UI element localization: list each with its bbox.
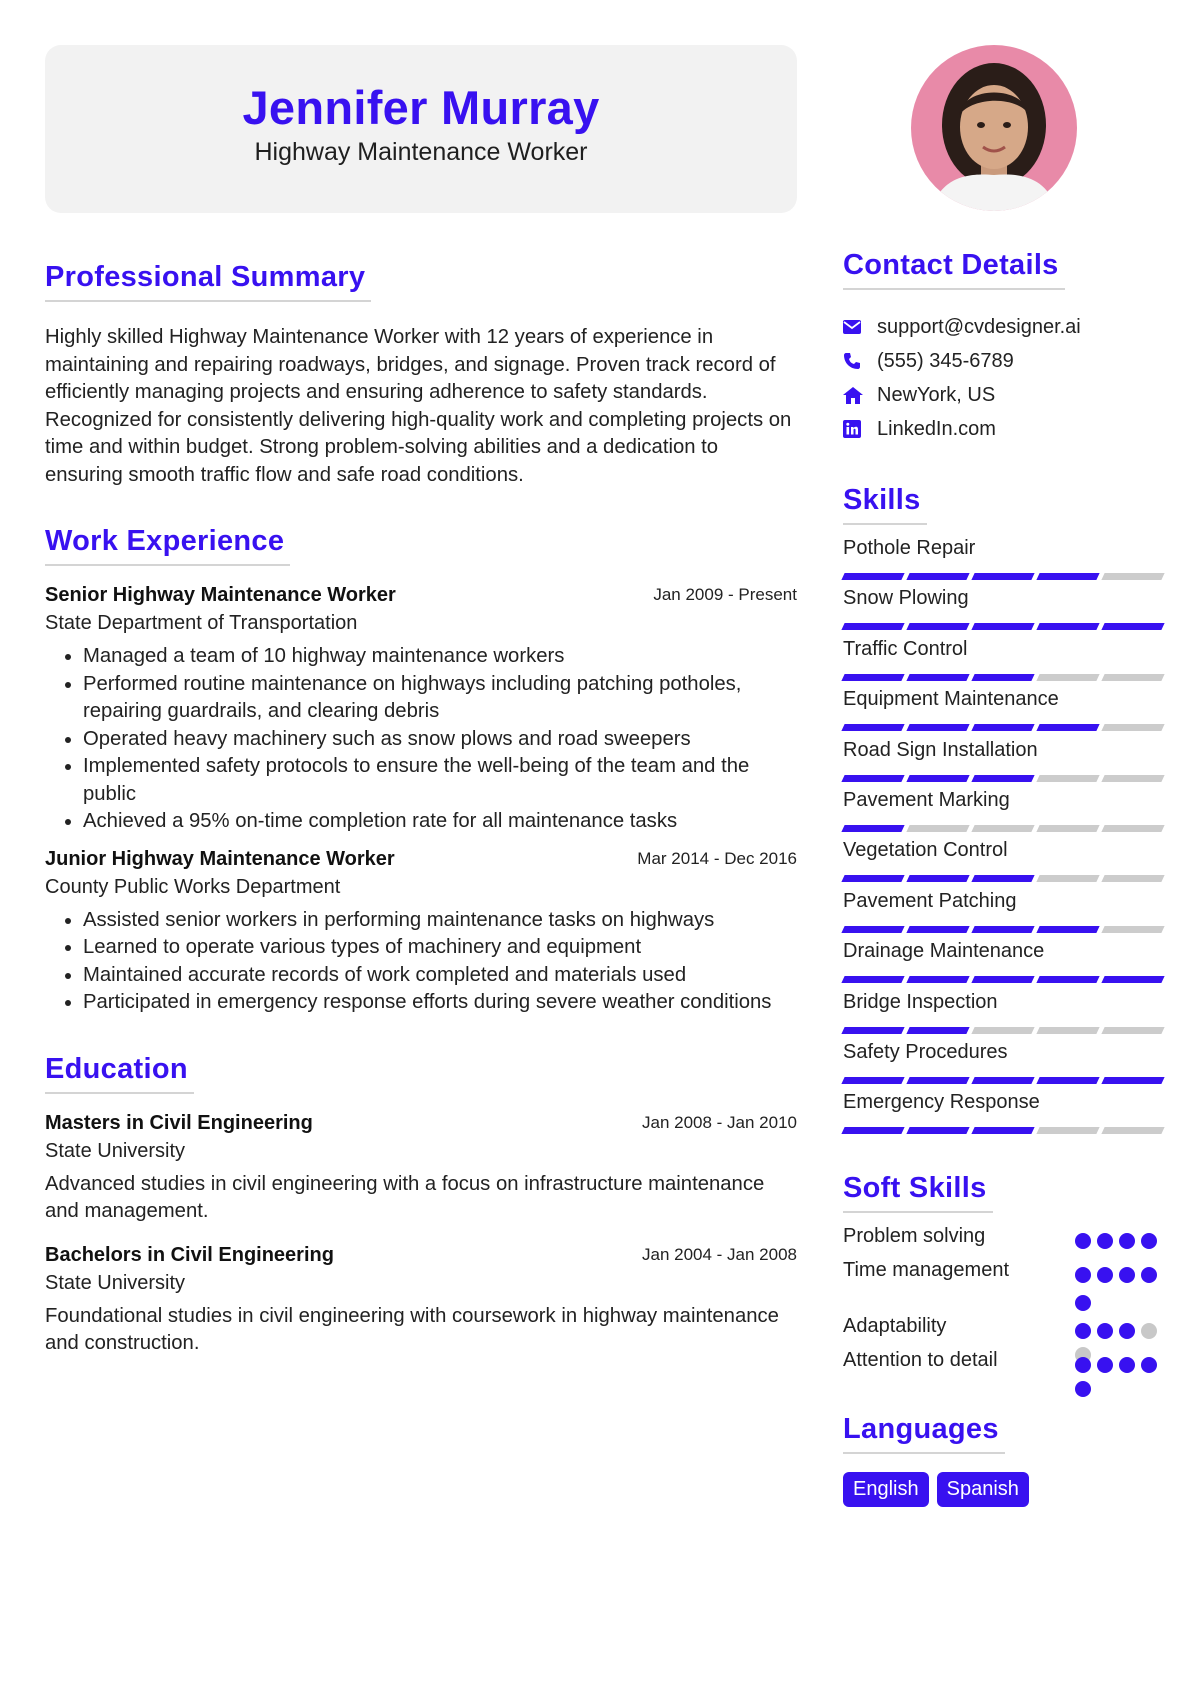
list-item: • Managed a team of 10 highway maintenance workers xyxy=(83,643,797,671)
envelope-icon xyxy=(843,320,877,334)
language-tag: Spanish xyxy=(937,1472,1029,1507)
rating-dot xyxy=(1075,1323,1091,1339)
skill-name: Pavement Marking xyxy=(843,788,1010,811)
list-item: • Implemented safety protocols to ensure the well-being of the team and the public xyxy=(83,753,797,808)
list-item: • Operated heavy machinery such as snow plows and road sweepers xyxy=(83,726,797,754)
skill-rating xyxy=(843,1127,1165,1134)
rating-bar xyxy=(841,1127,904,1134)
skill-name: Drainage Maintenance xyxy=(843,940,1045,963)
rating-dot xyxy=(1141,1233,1157,1249)
rating-bar xyxy=(1101,926,1164,933)
main-column xyxy=(45,45,797,1358)
education-description: Advanced studies in civil engineering with a focus on infrastructure maintenance and management. xyxy=(45,1172,765,1222)
skill-rating xyxy=(843,775,1165,782)
contact-location xyxy=(843,378,1165,412)
skill-rating xyxy=(843,623,1165,630)
rating-dot xyxy=(1141,1357,1157,1373)
contact-section xyxy=(843,249,1165,446)
skill-rating xyxy=(843,674,1165,681)
rating-bar xyxy=(906,926,969,933)
experience-heading: Work Experience xyxy=(45,525,290,566)
rating-bar xyxy=(971,976,1034,983)
linkedin-icon xyxy=(843,420,877,438)
job-organization: State Department of Transportation xyxy=(45,612,358,634)
soft-skills-heading: Soft Skills xyxy=(843,1172,993,1213)
candidate-name: Jennifer Murray xyxy=(242,81,600,134)
rating-bar xyxy=(841,623,904,630)
contact-heading: Contact Details xyxy=(843,249,1065,290)
rating-bar xyxy=(1101,825,1164,832)
skills-heading: Skills xyxy=(843,484,927,525)
skill-item xyxy=(843,583,1165,633)
rating-dot xyxy=(1119,1233,1135,1249)
contact-email[interactable] xyxy=(843,310,1165,344)
rating-bar xyxy=(971,875,1034,882)
rating-bar xyxy=(1036,775,1099,782)
skill-item xyxy=(843,533,1165,583)
rating-bar xyxy=(841,976,904,983)
summary-heading: Professional Summary xyxy=(45,261,371,302)
job-bullets xyxy=(45,907,797,1017)
school-name: State University xyxy=(45,1271,186,1294)
languages-list xyxy=(843,1472,1165,1507)
rating-dot xyxy=(1097,1267,1113,1283)
rating-dot xyxy=(1141,1267,1157,1283)
rating-bar xyxy=(971,674,1034,681)
rating-bar xyxy=(1101,976,1164,983)
rating-bar xyxy=(906,1127,969,1134)
skill-rating xyxy=(843,926,1165,933)
skill-item xyxy=(843,684,1165,734)
skill-rating xyxy=(843,825,1165,832)
education-section xyxy=(45,1053,797,1358)
contact-linkedin[interactable] xyxy=(843,412,1165,446)
header xyxy=(45,45,797,213)
summary-text: Highly skilled Highway Maintenance Worker with 12 years of experience in maintaining and repairing roadways, bridges, and signage. Proven track record of efficiently managing projects and ensuring adherence to safety standards. Recognized for consistently delivering high-quality work and completing projects on time and within budget. Strong problem-solving abilities and a dedication to ensuring smooth traffic flow and safe road conditions. xyxy=(45,326,792,486)
rating-bar xyxy=(1036,1077,1099,1084)
skill-item xyxy=(843,987,1165,1037)
rating-dot xyxy=(1075,1267,1091,1283)
education-heading: Education xyxy=(45,1053,194,1094)
rating-bar xyxy=(1036,976,1099,983)
rating-bar xyxy=(1101,573,1164,580)
soft-skill-rating xyxy=(1075,1349,1165,1389)
rating-bar xyxy=(906,573,969,580)
skill-item xyxy=(843,835,1165,885)
rating-bar xyxy=(841,875,904,882)
soft-skill-item xyxy=(843,1349,1165,1389)
skill-name: Emergency Response xyxy=(843,1091,1040,1114)
rating-bar xyxy=(1036,573,1099,580)
languages-section xyxy=(843,1413,1165,1507)
rating-bar xyxy=(906,825,969,832)
rating-bar xyxy=(971,825,1034,832)
languages-heading: Languages xyxy=(843,1413,1005,1454)
soft-skill-name: Time management xyxy=(843,1258,1009,1281)
skill-item xyxy=(843,886,1165,936)
rating-bar xyxy=(1101,1027,1164,1034)
soft-skill-name: Adaptability xyxy=(843,1314,947,1337)
rating-bar xyxy=(1101,875,1164,882)
phone-icon xyxy=(843,352,877,370)
skill-name: Safety Procedures xyxy=(843,1040,1008,1063)
soft-skill-item xyxy=(843,1225,1165,1259)
rating-dot xyxy=(1075,1381,1091,1397)
rating-dot xyxy=(1119,1267,1135,1283)
skill-name: Pothole Repair xyxy=(843,537,976,559)
skill-name: Traffic Control xyxy=(843,637,968,660)
job-entry xyxy=(45,584,797,836)
job-dates: Mar 2014 - Dec 2016 xyxy=(637,848,797,868)
rating-bar xyxy=(906,674,969,681)
rating-bar xyxy=(1101,1077,1164,1084)
skill-name: Snow Plowing xyxy=(843,587,969,610)
list-item: • Assisted senior workers in performing maintenance tasks on highways xyxy=(83,907,797,935)
rating-bar xyxy=(1036,623,1099,630)
candidate-title: Highway Maintenance Worker xyxy=(254,138,588,167)
soft-skills-list xyxy=(843,1225,1165,1389)
rating-dot xyxy=(1097,1233,1113,1249)
language-tag: English xyxy=(843,1472,929,1507)
soft-skill-item xyxy=(843,1315,1165,1349)
skill-name: Equipment Maintenance xyxy=(843,688,1059,711)
rating-dot xyxy=(1097,1323,1113,1339)
avatar xyxy=(911,45,1077,211)
experience-section xyxy=(45,525,797,1017)
rating-bar xyxy=(841,1077,904,1084)
job-title: Junior Highway Maintenance Worker xyxy=(45,847,395,870)
rating-bar xyxy=(906,1027,969,1034)
rating-bar xyxy=(906,724,969,731)
education-entry xyxy=(45,1244,797,1358)
rating-bar xyxy=(1036,1027,1099,1034)
rating-bar xyxy=(971,926,1034,933)
skills-list xyxy=(843,533,1165,1138)
rating-dot xyxy=(1075,1357,1091,1373)
rating-bar xyxy=(841,926,904,933)
rating-bar xyxy=(841,724,904,731)
rating-bar xyxy=(1036,1127,1099,1134)
sidebar xyxy=(843,45,1165,1507)
rating-bar xyxy=(1036,674,1099,681)
skill-item xyxy=(843,735,1165,785)
job-title: Senior Highway Maintenance Worker xyxy=(45,584,396,606)
education-dates: Jan 2008 - Jan 2010 xyxy=(641,1112,797,1132)
rating-bar xyxy=(906,775,969,782)
rating-bar xyxy=(841,775,904,782)
rating-bar xyxy=(971,775,1034,782)
skill-name: Pavement Patching xyxy=(843,889,1017,912)
rating-bar xyxy=(906,976,969,983)
soft-skill-name: Attention to detail xyxy=(843,1348,998,1371)
job-entry xyxy=(45,848,797,1017)
rating-dot xyxy=(1075,1295,1091,1311)
rating-bar xyxy=(1101,775,1164,782)
rating-dot xyxy=(1075,1233,1091,1249)
rating-dot xyxy=(1141,1323,1157,1339)
education-entry xyxy=(45,1112,797,1226)
soft-skill-rating xyxy=(1075,1225,1165,1259)
soft-skill-rating xyxy=(1075,1259,1165,1315)
skill-rating xyxy=(843,573,1165,580)
skill-name: Bridge Inspection xyxy=(843,990,998,1013)
rating-bar xyxy=(841,825,904,832)
list-item: • Performed routine maintenance on highways including patching potholes, repairing guardrails, and clearing debris xyxy=(83,671,797,726)
rating-bar xyxy=(1036,825,1099,832)
rating-bar xyxy=(971,1127,1034,1134)
contact-phone[interactable] xyxy=(843,344,1165,378)
skill-item xyxy=(843,936,1165,986)
skill-rating xyxy=(843,875,1165,882)
job-organization: County Public Works Department xyxy=(45,875,341,898)
linkedin-text: LinkedIn.com xyxy=(877,417,996,440)
job-bullets xyxy=(45,643,797,836)
list-item: • Achieved a 95% on-time completion rate for all maintenance tasks xyxy=(83,808,797,836)
rating-bar xyxy=(841,573,904,580)
rating-bar xyxy=(906,623,969,630)
home-icon xyxy=(843,387,877,404)
soft-skill-item xyxy=(843,1259,1165,1315)
summary-section xyxy=(45,261,797,489)
rating-bar xyxy=(906,1077,969,1084)
list-item: • Participated in emergency response efforts during severe weather conditions xyxy=(83,989,797,1017)
email-text: support@cvdesigner.ai xyxy=(877,315,1081,338)
rating-bar xyxy=(971,623,1034,630)
rating-bar xyxy=(1036,926,1099,933)
rating-bar xyxy=(841,1027,904,1034)
soft-skills-section xyxy=(843,1172,1165,1389)
rating-dot xyxy=(1097,1357,1113,1373)
job-dates: Jan 2009 - Present xyxy=(653,585,797,604)
skill-rating xyxy=(843,724,1165,731)
skills-section xyxy=(843,484,1165,1138)
skill-name: Road Sign Installation xyxy=(843,738,1038,761)
soft-skill-name: Problem solving xyxy=(843,1224,986,1247)
skill-item xyxy=(843,634,1165,684)
rating-bar xyxy=(1101,724,1164,731)
skill-rating xyxy=(843,1077,1165,1084)
degree-title: Bachelors in Civil Engineering xyxy=(45,1243,334,1266)
rating-bar xyxy=(1101,623,1164,630)
list-item: • Maintained accurate records of work completed and materials used xyxy=(83,962,797,990)
skill-item xyxy=(843,1037,1165,1087)
education-description: Foundational studies in civil engineering with coursework in highway maintenance and construction. xyxy=(45,1304,779,1354)
rating-bar xyxy=(1101,674,1164,681)
school-name: State University xyxy=(45,1139,186,1162)
skill-item xyxy=(843,1087,1165,1137)
education-dates: Jan 2004 - Jan 2008 xyxy=(641,1244,797,1264)
rating-bar xyxy=(1036,724,1099,731)
skill-name: Vegetation Control xyxy=(843,839,1008,862)
rating-bar xyxy=(841,674,904,681)
rating-dot xyxy=(1119,1357,1135,1373)
degree-title: Masters in Civil Engineering xyxy=(45,1111,313,1134)
rating-bar xyxy=(971,724,1034,731)
skill-rating xyxy=(843,1027,1165,1034)
skill-item xyxy=(843,785,1165,835)
rating-dot xyxy=(1119,1323,1135,1339)
rating-bar xyxy=(1036,875,1099,882)
list-item: • Learned to operate various types of machinery and equipment xyxy=(83,934,797,962)
location-text: NewYork, US xyxy=(877,383,996,406)
rating-bar xyxy=(971,1077,1034,1084)
soft-skill-rating xyxy=(1075,1315,1165,1349)
rating-bar xyxy=(971,1027,1034,1034)
phone-text: (555) 345-6789 xyxy=(877,349,1014,372)
rating-bar xyxy=(971,573,1034,580)
rating-bar xyxy=(1101,1127,1164,1134)
skill-rating xyxy=(843,976,1165,983)
rating-bar xyxy=(906,875,969,882)
